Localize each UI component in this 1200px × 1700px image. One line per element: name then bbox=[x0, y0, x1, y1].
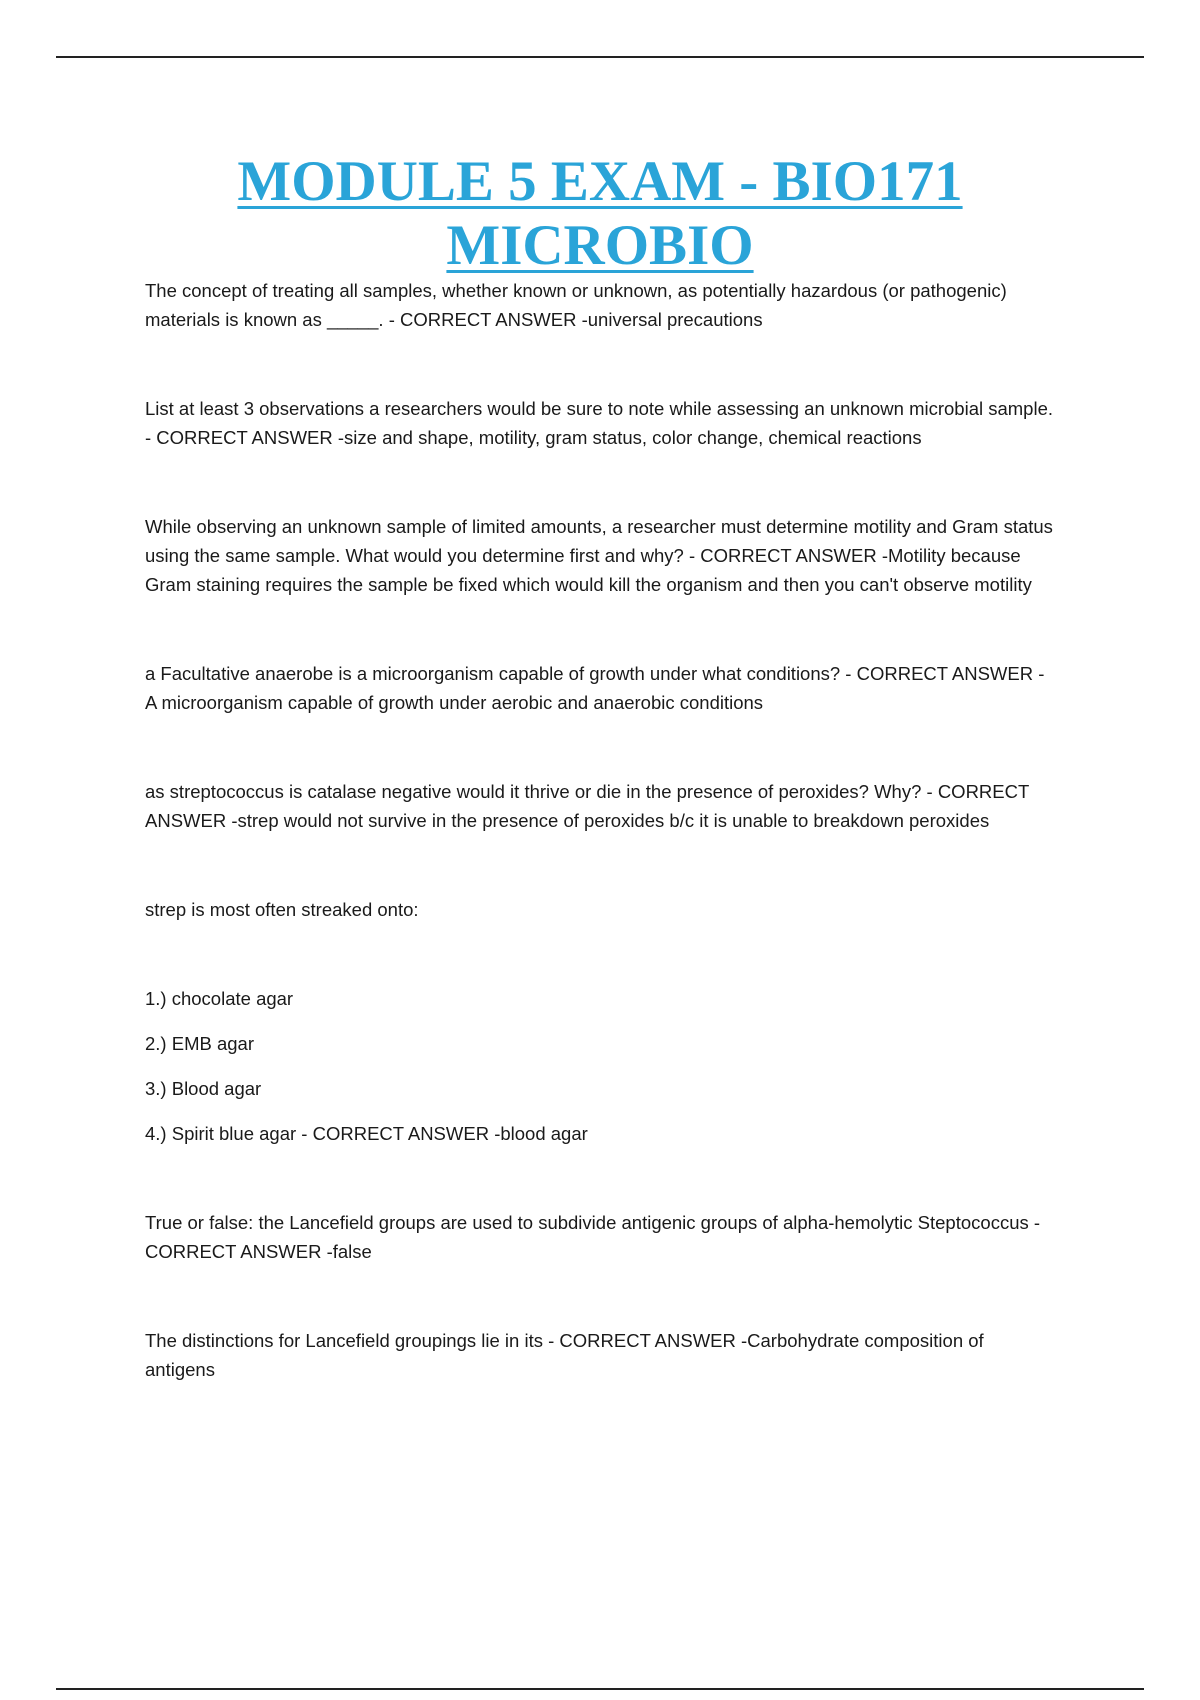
option-item-answer: 4.) Spirit blue agar - CORRECT ANSWER -blood agar bbox=[145, 1123, 588, 1144]
option-item: 3.) Blood agar bbox=[145, 1078, 262, 1099]
qa-item: a Facultative anaerobe is a microorganism capable of growth under what conditions? - CORRECT ANSWER -A microorganism capable of growth under aerobic and anaerobic conditions bbox=[145, 663, 1045, 713]
qa-item: True or false: the Lancefield groups are used to subdivide antigenic groups of alpha-hemolytic Steptococcus - CORRECT ANSWER -false bbox=[145, 1212, 1041, 1262]
qa-item: The distinctions for Lancefield groupings lie in its - CORRECT ANSWER -Carbohydrate composition of antigens bbox=[145, 1330, 984, 1380]
qa-item: as streptococcus is catalase negative would it thrive or die in the presence of peroxides? Why? - CORRECT ANSWER -strep would not survive in the presence of peroxides b/c it is unable to breakdown peroxides bbox=[145, 781, 1029, 831]
page-title: MODULE 5 EXAM - BIO171 MICROBIO bbox=[237, 150, 963, 277]
qa-item: While observing an unknown sample of limited amounts, a researcher must determine motility and Gram status using the same sample. What would you determine first and why? - CORRECT ANSWER -Motility because Gram staining requires the sample be fixed which would kill the organism and then you can't observe motility bbox=[145, 516, 1053, 595]
document-body bbox=[145, 276, 1055, 1444]
qa-item: The concept of treating all samples, whether known or unknown, as potentially hazardous (or pathogenic) materials is known as _____. - CORRECT ANSWER -universal precautions bbox=[145, 280, 1007, 330]
top-rule bbox=[56, 56, 1144, 58]
bottom-rule bbox=[56, 1688, 1144, 1690]
qa-item: List at least 3 observations a researchers would be sure to note while assessing an unknown microbial sample. - CORRECT ANSWER -size and shape, motility, gram status, color change, chemical reactions bbox=[145, 398, 1054, 448]
option-item: 1.) chocolate agar bbox=[145, 988, 294, 1009]
strep-question-intro: strep is most often streaked onto: bbox=[145, 899, 419, 920]
option-item: 2.) EMB agar bbox=[145, 1033, 254, 1054]
